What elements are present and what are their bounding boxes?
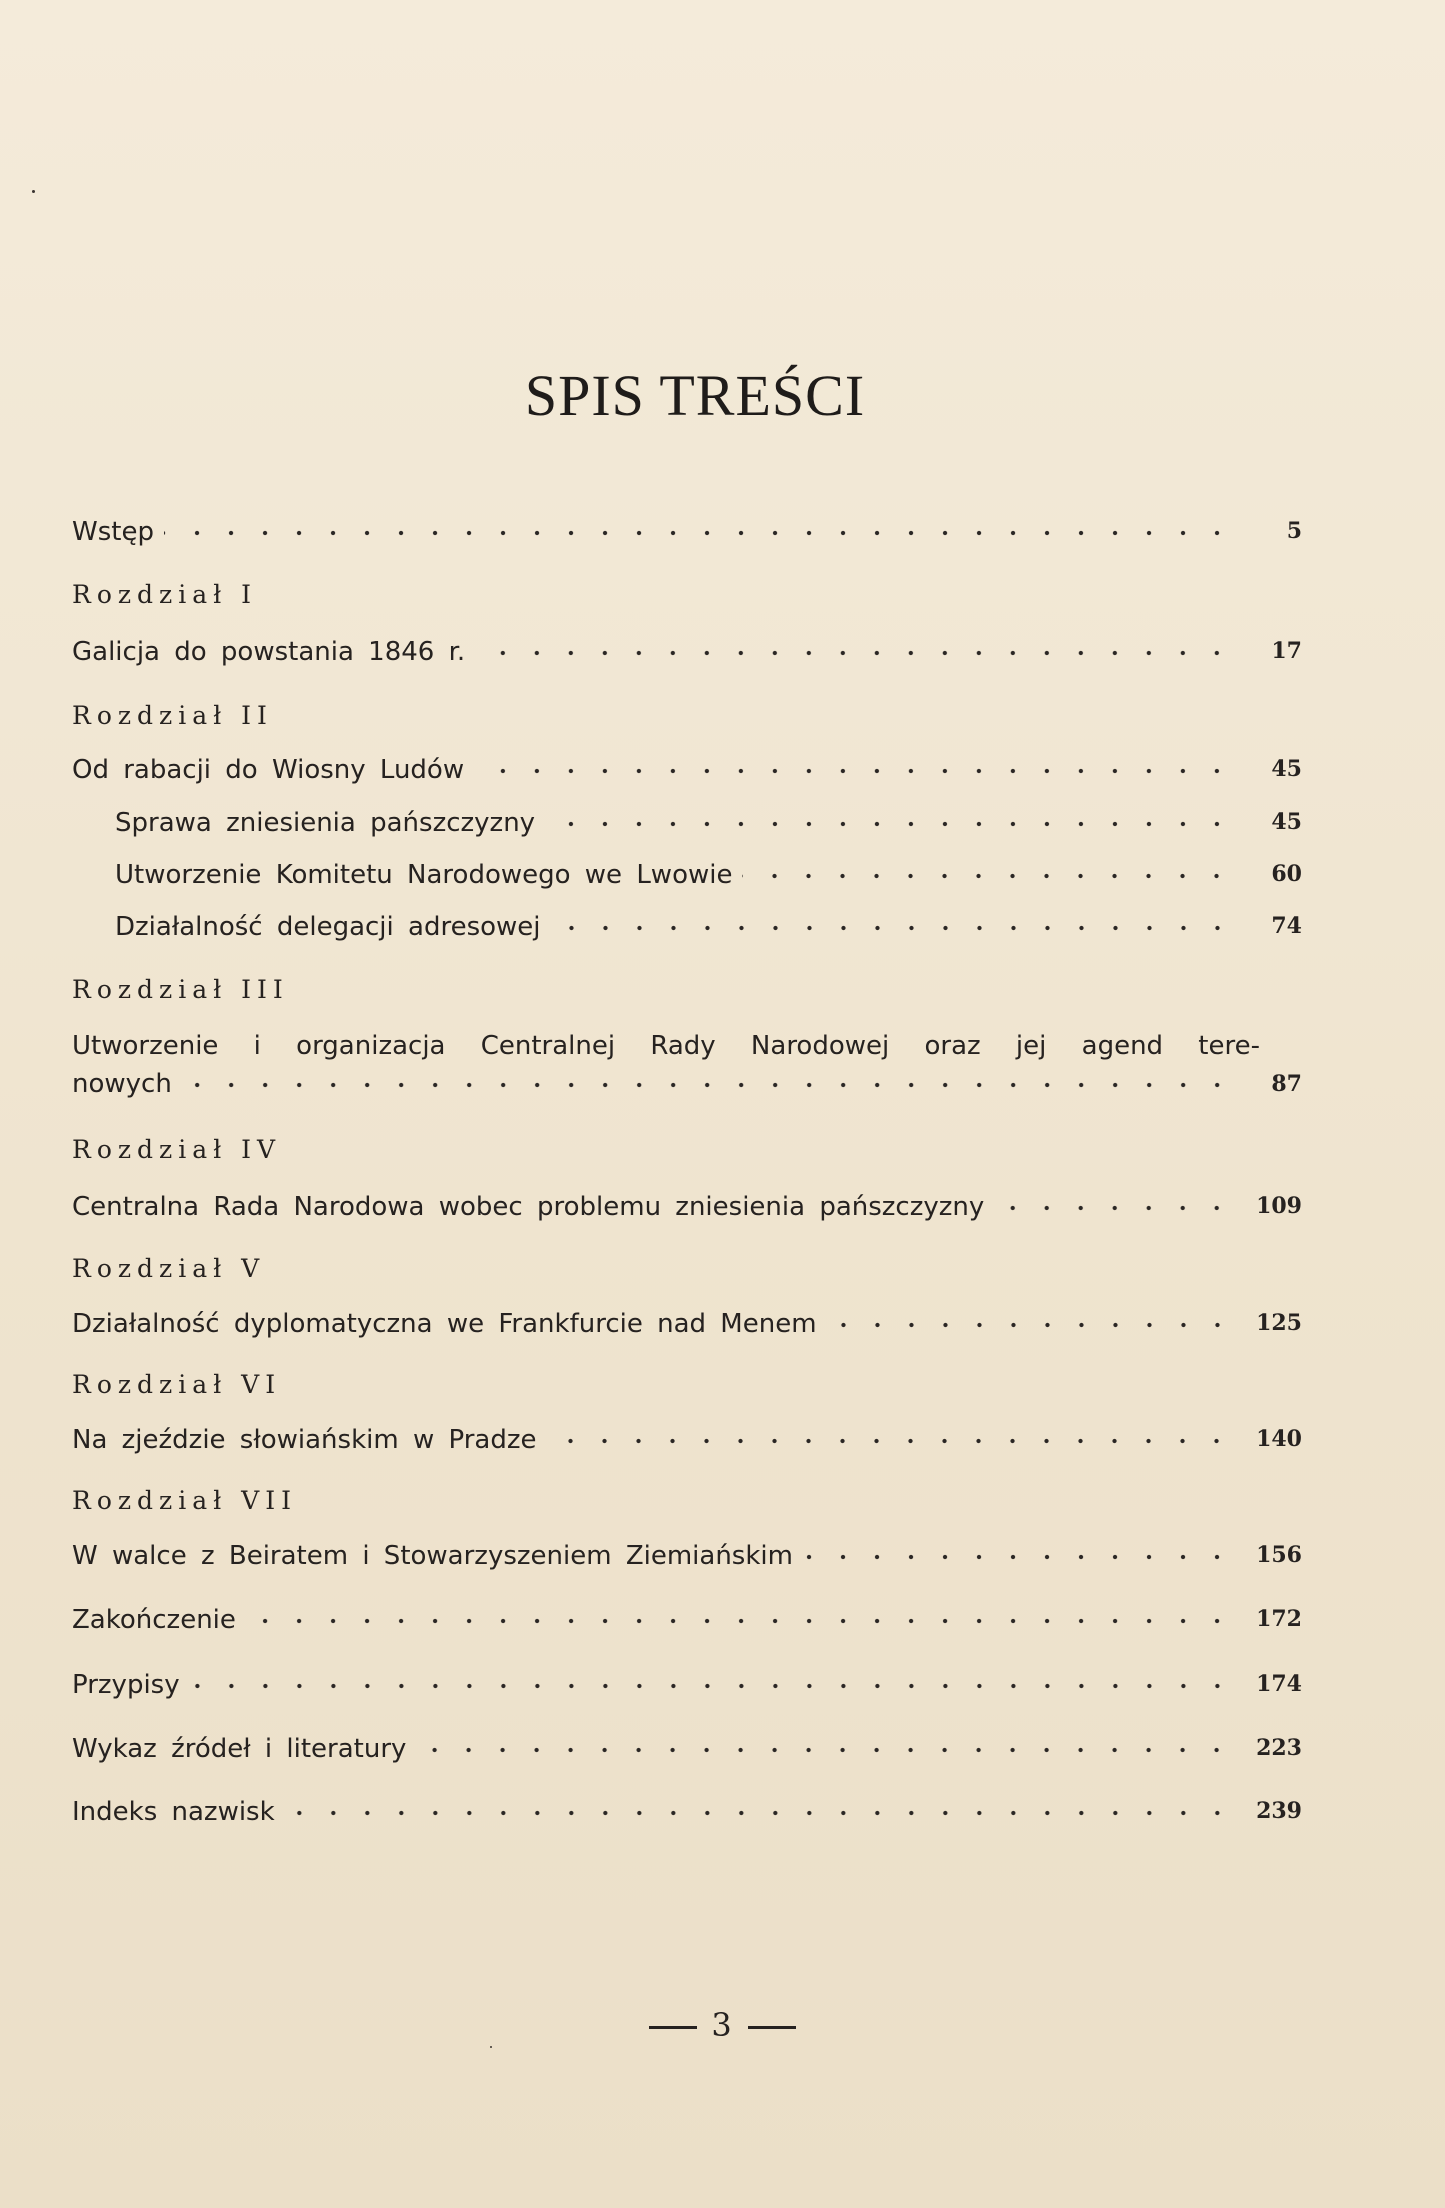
toc-entry-page: 239	[1256, 1798, 1302, 1824]
toc-entry-label: Wykaz źródeł i literatury	[72, 1734, 407, 1764]
toc-entry-label: Na zjeździe słowiańskim w Pradze	[72, 1425, 537, 1455]
toc-entry-index	[72, 1794, 1302, 1829]
toc-entry-label: Działalność delegacji adresowej	[115, 912, 541, 942]
toc-entry-label: Wstęp	[72, 517, 154, 547]
toc-entry-page: 156	[1256, 1542, 1302, 1568]
paper-speck	[32, 190, 35, 193]
page-number	[0, 2006, 1445, 2044]
toc-entry-page: 125	[1256, 1310, 1302, 1336]
dot-leader	[182, 1075, 1234, 1095]
toc-entry-label: Od rabacji do Wiosny Ludów	[72, 755, 465, 785]
page-title: SPIS TREŚCI	[524, 363, 866, 428]
toc-entry	[72, 634, 1302, 669]
dot-leader	[827, 1315, 1234, 1335]
toc-entry-label-line1: Utworzenie i organizacja Centralnej Rady Narodowej oraz jej agend tere-	[72, 1031, 1260, 1061]
toc-entry-page: 174	[1256, 1671, 1302, 1697]
toc-entry-page: 17	[1271, 638, 1302, 664]
toc-entry-label: Działalność dyplomatyczna we Frankfurcie nad Menem	[72, 1309, 817, 1339]
dot-leader	[551, 918, 1234, 938]
chapter-heading-1: Rozdział I	[72, 580, 258, 609]
toc-entry-label: W walce z Beiratem i Stowarzyszeniem Ziemiańskim	[72, 1541, 793, 1571]
toc-entry	[72, 1538, 1302, 1573]
dot-leader	[803, 1547, 1234, 1567]
dot-leader	[246, 1611, 1234, 1631]
toc-entry	[72, 752, 1302, 787]
toc-entry-multiline	[72, 1027, 1302, 1103]
toc-subentry	[115, 805, 1302, 840]
toc-entry-page: 45	[1271, 756, 1302, 782]
toc-entry	[72, 1422, 1302, 1457]
toc-entry-page: 172	[1256, 1606, 1302, 1632]
dot-leader	[164, 523, 1234, 543]
chapter-heading-5: Rozdział V	[72, 1254, 266, 1283]
toc-entry-label: Galicja do powstania 1846 r.	[72, 637, 466, 667]
toc-entry-line2	[72, 1065, 1302, 1103]
dot-leader	[285, 1803, 1234, 1823]
dot-leader	[545, 814, 1234, 834]
dot-leader	[190, 1676, 1234, 1696]
dot-leader	[474, 761, 1234, 781]
toc-entry-przypisy	[72, 1667, 1302, 1702]
dot-leader	[994, 1198, 1234, 1218]
toc-entry-label: Sprawa zniesienia pańszczyzny	[115, 808, 536, 838]
toc-entry-page: 5	[1286, 518, 1302, 544]
toc-entry-bibliography	[72, 1731, 1302, 1766]
toc-entry-label: Centralna Rada Narodowa wobec problemu zniesienia pańszczyzny	[72, 1192, 985, 1222]
page-number-value: 3	[711, 2006, 734, 2044]
toc-entry-page: 140	[1256, 1426, 1302, 1452]
toc-entry-page: 223	[1256, 1735, 1302, 1761]
folio-dash-right	[748, 2026, 796, 2029]
dot-leader	[546, 1431, 1234, 1451]
toc-subentry	[115, 857, 1302, 892]
toc-entry-label: Utworzenie Komitetu Narodowego we Lwowie	[115, 860, 733, 890]
dot-leader	[416, 1740, 1234, 1760]
toc-entry-page: 45	[1271, 809, 1302, 835]
toc-entry-wstep	[72, 514, 1302, 549]
toc-entry-label: Przypisy	[72, 1670, 180, 1700]
toc-entry-label: Indeks nazwisk	[72, 1797, 275, 1827]
chapter-heading-3: Rozdział III	[72, 975, 289, 1004]
toc-entry-label-line2: nowych	[72, 1069, 172, 1099]
toc-entry	[72, 1189, 1302, 1224]
dot-leader	[475, 643, 1234, 663]
chapter-heading-6: Rozdział VI	[72, 1370, 282, 1399]
toc-entry-zakonczenie	[72, 1602, 1302, 1637]
toc-subentry	[115, 909, 1302, 944]
toc-entry-page: 87	[1271, 1071, 1302, 1097]
toc-entry	[72, 1306, 1302, 1341]
toc-entry-page: 60	[1271, 861, 1302, 887]
dot-leader	[742, 866, 1234, 886]
chapter-heading-7: Rozdział VII	[72, 1486, 297, 1515]
chapter-heading-2: Rozdział II	[72, 701, 273, 730]
toc-entry-page: 74	[1271, 913, 1302, 939]
chapter-heading-4: Rozdział IV	[72, 1135, 282, 1164]
folio-dash-left	[649, 2026, 697, 2029]
paper-speck	[490, 2046, 492, 2048]
toc-entry-page: 109	[1256, 1193, 1302, 1219]
toc-entry-label: Zakończenie	[72, 1605, 236, 1635]
